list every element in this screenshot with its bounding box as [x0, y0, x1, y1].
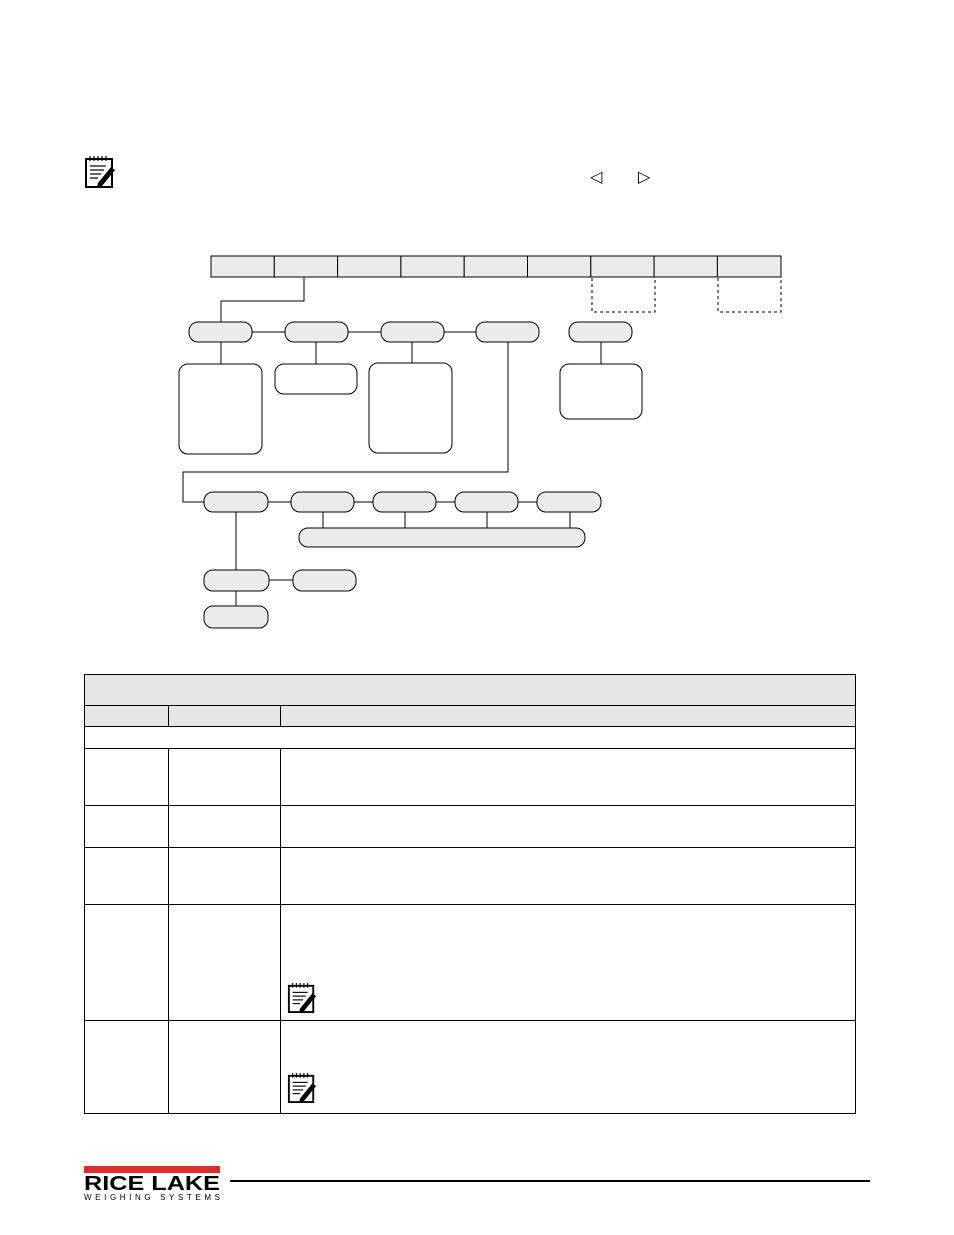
table-cell [169, 749, 281, 806]
table-cell [281, 848, 856, 905]
menu-bar-cell [274, 256, 337, 277]
right-arrow-icon: ▷ [638, 167, 651, 186]
table-row [85, 1021, 856, 1114]
note-icon [287, 981, 317, 1015]
table-cell [85, 848, 169, 905]
parameter-table [84, 674, 856, 1114]
dashed-submenu-box [592, 277, 655, 312]
menu-bar-cell [401, 256, 464, 277]
menu-node [381, 322, 444, 342]
menu-bar-cell [654, 256, 717, 277]
connector [221, 277, 304, 322]
table-cell [281, 749, 856, 806]
table-cell [85, 905, 169, 1021]
menu-node [455, 492, 518, 512]
option-box [179, 364, 262, 454]
menu-bar-cell [464, 256, 527, 277]
menu-node [569, 322, 632, 342]
menu-node [293, 570, 356, 591]
option-box [369, 363, 452, 453]
table-row [85, 749, 856, 806]
table-cell [169, 905, 281, 1021]
option-box [275, 364, 357, 394]
table-title-row [85, 675, 856, 706]
menu-node [204, 606, 268, 628]
table-cell [85, 806, 169, 848]
table-header-cell [169, 706, 281, 727]
menu-node [476, 322, 539, 342]
rice-lake-logo [84, 1166, 224, 1202]
table-cell [85, 1021, 169, 1114]
menu-node [537, 492, 601, 512]
table-cell [169, 1021, 281, 1114]
menu-node [204, 492, 268, 512]
left-arrow-icon: ◁ [590, 167, 603, 186]
table-group-row [85, 727, 856, 749]
footer-rule [230, 1180, 870, 1182]
menu-bar-cell [528, 256, 591, 277]
option-box [299, 528, 585, 547]
menu-bar [211, 256, 781, 277]
menu-bar-cell [338, 256, 401, 277]
menu-node [285, 322, 348, 342]
menu-node [189, 322, 252, 342]
table-header-cell [85, 706, 169, 727]
logo-brand-primary: RICE LAKE [84, 1173, 220, 1195]
menu-bar-cell [591, 256, 654, 277]
menu-bar-cell [717, 256, 781, 277]
note-icon [287, 1071, 317, 1105]
dashed-submenu-box [718, 277, 781, 312]
table-cell [169, 848, 281, 905]
logo-red-bar [84, 1166, 220, 1173]
table-cell [281, 905, 856, 1021]
menu-node [373, 492, 436, 512]
table-cell [281, 1021, 856, 1114]
table-row [85, 806, 856, 848]
table-row [85, 905, 856, 1021]
table-cell [281, 806, 856, 848]
logo-brand-secondary: WEIGHING SYSTEMS [84, 1193, 221, 1202]
table-cell [169, 806, 281, 848]
table-row [85, 848, 856, 905]
table-header-cell [281, 706, 856, 727]
option-box [560, 364, 642, 419]
table-cell [85, 749, 169, 806]
menu-bar-cell [211, 256, 274, 277]
menu-node [204, 570, 269, 591]
menu-node [291, 492, 354, 512]
